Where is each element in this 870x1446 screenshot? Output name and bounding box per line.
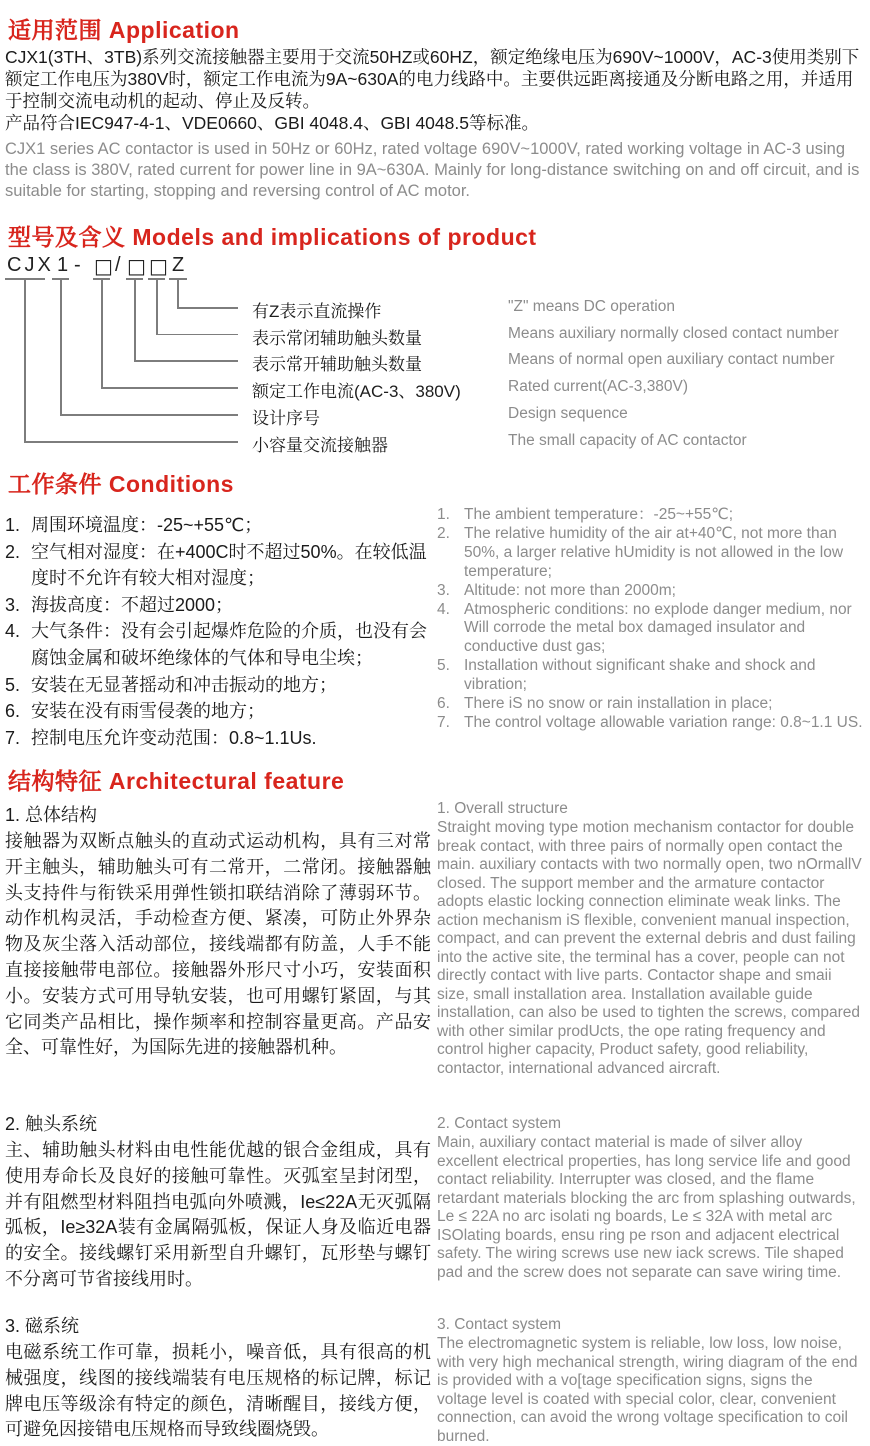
callout-vline-nc [156, 279, 158, 334]
condition-text: 周围环境温度：-25~+55℃； [31, 515, 263, 535]
condition-zh-item [5, 512, 435, 539]
model-code-placeholder-no-contacts: □ [127, 254, 146, 278]
condition-zh-item [5, 539, 435, 592]
feature-en-overall-structure [437, 799, 865, 1078]
callout-label-zh-design: 设计序号 [252, 409, 320, 428]
condition-number: 6. [5, 701, 21, 722]
callout-label-zh-z: 有Z表示直流操作 [252, 302, 382, 321]
condition-text: Installation without significant shake and shock and vibration; [464, 657, 816, 694]
condition-zh-item [5, 672, 435, 699]
callout-vline-series [24, 279, 26, 441]
feature-zh-overall-structure [5, 803, 431, 1061]
callout-hline-no [134, 360, 238, 362]
callout-label-en-z: "Z" means DC operation [508, 298, 675, 315]
callout-label-en-series: The small capacity of AC contactor [508, 432, 747, 449]
condition-number: 4. [437, 600, 450, 618]
condition-text: 安装在无显著摇动和冲击振动的地方； [31, 674, 337, 695]
application-en-paragraph: CJX1 series AC contactor is used in 50Hz or 60Hz, rated voltage 690V~1000V, rated working voltage in AC-3 using the class is 380V, rated current for power line in 9A~630A. Mainly for long-distance switching on and off circuit, and is suitable for starting, stopping and reversing control of AC motor. [5, 140, 860, 200]
condition-number: 2. [437, 524, 450, 542]
condition-text: There iS no snow or rain installation in place; [464, 695, 773, 713]
condition-zh-item [5, 592, 435, 619]
condition-en-item [437, 506, 867, 525]
feature-body: 主、辅助触头材料由电性能优越的银合金组成，具有使用寿命长及良好的接触可靠性。灭弧室呈封闭型，并有阻燃型材料阻挡电弧向外喷溅，Ie≤22A无灭弧隔弧板，Ie≥32A装有金属隔弧板，保证人身及临近电器的安全。接线螺钉采用新型自升螺钉，瓦形垫与螺钉不分离可节省接线用时。 [5, 1140, 431, 1289]
condition-en-item [437, 714, 867, 733]
feature-body: Straight moving type motion mechanism contactor for double break contact, with three pairs of normally open contact the main. auxiliary contacts with two normally open, two nOrmallV closed. The support member and the armature contactor adopts elastic locking connection eliminate weak links. The action mechanism iS flexible, convenient manual inspection, compact, and can prevent the external debris and dust failing into the active site, the terminal has a cover, people can not directly contact with live parts. Contactor shape and smaii size, small installation area. Installation available guide installation, can also be used to tighten the screws, compared with other similar prodUcts, the ope rating frequency and control higher capacity, Product safety, good reliability, contactor, international advanced aircraft. [437, 819, 862, 1077]
callout-hline-nc [156, 334, 238, 336]
conditions-section-title: 工作条件 Conditions [8, 471, 234, 497]
condition-number: 1. [5, 515, 21, 535]
callout-vline-design [60, 279, 62, 414]
condition-number: 7. [5, 727, 21, 748]
condition-en-item [437, 657, 867, 695]
feature-zh-magnetic-system [5, 1314, 431, 1443]
feature-heading: 2. Contact system [437, 1115, 562, 1132]
condition-number: 1. [437, 506, 450, 523]
model-code-part-series: CJX [7, 254, 54, 276]
condition-en-item [437, 525, 867, 582]
callout-label-en-design: Design sequence [508, 405, 628, 422]
callout-label-en-nc: Means auxiliary normally closed contact number [508, 324, 839, 342]
feature-heading: 1. Overall structure [437, 800, 568, 817]
feature-heading: 3. 磁系统 [5, 1316, 80, 1336]
callout-vline-z [177, 279, 179, 307]
callout-hline-current [101, 387, 238, 389]
condition-number: 5. [5, 674, 21, 695]
condition-number: 3. [437, 581, 450, 599]
models-section-title: 型号及含义 Models and implications of product [8, 224, 537, 250]
condition-number: 3. [5, 594, 21, 615]
condition-text: 大气条件：没有会引起爆炸危险的介质，也没有会腐蚀金属和破坏绝缘体的气体和导电尘埃； [31, 621, 427, 668]
features-section-title: 结构特征 Architectural feature [8, 768, 345, 794]
callout-vline-no [134, 279, 136, 360]
condition-zh-item [5, 698, 435, 725]
callout-label-en-current: Rated current(AC-3,380V) [508, 378, 689, 395]
callout-label-zh-nc: 表示常闭辅助触头数量 [252, 328, 422, 348]
application-zh-block [5, 46, 863, 134]
condition-text: 空气相对湿度：在+400C时不超过50%。在较低温度时不允许有较大相对湿度； [31, 541, 427, 589]
model-code-placeholder-current: □ [94, 254, 113, 278]
condition-number: 7. [437, 713, 450, 731]
model-code-part-slash: / [115, 254, 121, 276]
condition-text: 安装在没有雨雪侵袭的地方； [31, 701, 265, 722]
condition-number: 6. [437, 695, 450, 713]
feature-en-magnetic-system [437, 1315, 865, 1446]
callout-hline-series [24, 441, 238, 443]
condition-zh-item [5, 618, 435, 671]
condition-text: Altitude: not more than 2000m; [464, 581, 676, 599]
condition-text: The control voltage allowable variation range: 0.8~1.1 US. [464, 713, 863, 731]
condition-en-item [437, 582, 867, 601]
condition-text: Atmospheric conditions: no explode danger medium, nor Will corrode the metal box damaged insulator and conductive dust gas; [464, 600, 852, 656]
conditions-en-list [437, 506, 867, 733]
feature-heading: 1. 总体结构 [5, 805, 98, 825]
feature-zh-contact-system [5, 1112, 431, 1293]
callout-vline-current [101, 279, 103, 387]
callout-label-zh-series: 小容量交流接触器 [252, 436, 388, 455]
callout-label-zh-current: 额定工作电流(AC-3、380V) [252, 382, 461, 401]
callout-hline-design [60, 414, 238, 416]
feature-heading: 3. Contact system [437, 1316, 562, 1333]
feature-en-contact-system [437, 1114, 865, 1282]
callout-label-zh-no: 表示常开辅助触头数量 [252, 355, 422, 374]
feature-body: The electromagnetic system is reliable, low loss, low noise, with very high mechanical strength, wiring diagram of the end is provided with a vo[tage specification signs, signs the voltage level is coated with special color, clear, convenient connection, can avoid the wrong voltage specification to coil burned. [437, 1335, 858, 1445]
condition-zh-item [5, 725, 435, 752]
feature-body: Main, auxiliary contact material is made of silver alloy excellent electrical properties, has long service life and good contact reliability. Interrupter was closed, and the flame retardant materials blocking the arc from splashing outwards, Le ≤ 22A no arc isolati ng boards, Le ≤ 32A with metal arc ISOlating boards, ensu ring pe rson and adjacent electrical safety. The wiring screws use new iack screws. Tile shaped pad and the screw does not separate can save wiring time. [437, 1134, 856, 1281]
feature-body: 电磁系统工作可靠，损耗小，噪音低，具有很高的机械强度，线图的接线端装有电压规格的标记牌，标记牌电压等级涂有特定的颜色，清晰醒目，接线方便，可避免因接错电压规格而导致线圈烧毁。 [5, 1342, 431, 1440]
condition-text: 控制电压允许变动范围：0.8~1.1Us. [31, 727, 317, 748]
model-code-part-design-no: 1 [57, 254, 69, 276]
feature-body: 接触器为双断点触头的直动式运动机构，具有三对常开主触头，辅助触头可有二常开，二常闭。接触器触头支持件与衔铁采用弹性锁扣联结消除了薄弱环节。动作机构灵活，手动检查方便、紧凑，可防止外界杂物及灰尘落入活动部位，接线端都有防盖，人手不能直接接触带电部位。接触器外形尺寸小巧，安装面积小。安装方式可用导轨安装，也可用螺钉紧固，与其它同类产品相比，操作频率和控制容量更高。产品安全、可靠性好，为国际先进的接触器机种。 [5, 831, 431, 1058]
condition-en-item [437, 695, 867, 714]
condition-text: The relative humidity of the air at+40℃, not more than 50%, a larger relative hUmidity is not allowed in the low temperature; [464, 524, 844, 580]
model-code-part-dash: - [74, 254, 81, 276]
condition-text: 海拔高度：不超过2000； [31, 594, 234, 615]
condition-text: The ambient temperature：-25~+55℃; [464, 506, 733, 523]
feature-heading: 2. 触头系统 [5, 1114, 98, 1134]
condition-number: 5. [437, 657, 450, 675]
condition-number: 2. [5, 541, 21, 562]
model-code-part-z: Z [172, 254, 185, 276]
callout-hline-z [177, 307, 238, 309]
application-section-title: 适用范围 Application [8, 17, 240, 43]
model-code-diagram [5, 254, 865, 459]
condition-en-item [437, 601, 867, 658]
condition-number: 4. [5, 621, 21, 642]
application-zh-paragraph: CJX1(3TH、3TB)系列交流接触器主要用于交流50HZ或60HZ，额定绝缘电压为690V~1000V，AC-3使用类别下额定工作电压为380V时，额定工作电流为9A~630A的电力线路中。主要供远距离接通及分断电路之用，并适用于控制交流电动机的起动、停止及反转。 [5, 47, 860, 111]
application-standards-line: 产品符合IEC947-4-1、VDE0660、GBI 4048.4、GBI 4048.5等标准。 [5, 113, 539, 133]
conditions-zh-list [5, 512, 435, 751]
model-code-placeholder-nc-contacts: □ [149, 254, 168, 278]
callout-label-en-no: Means of normal open auxiliary contact number [508, 351, 835, 368]
